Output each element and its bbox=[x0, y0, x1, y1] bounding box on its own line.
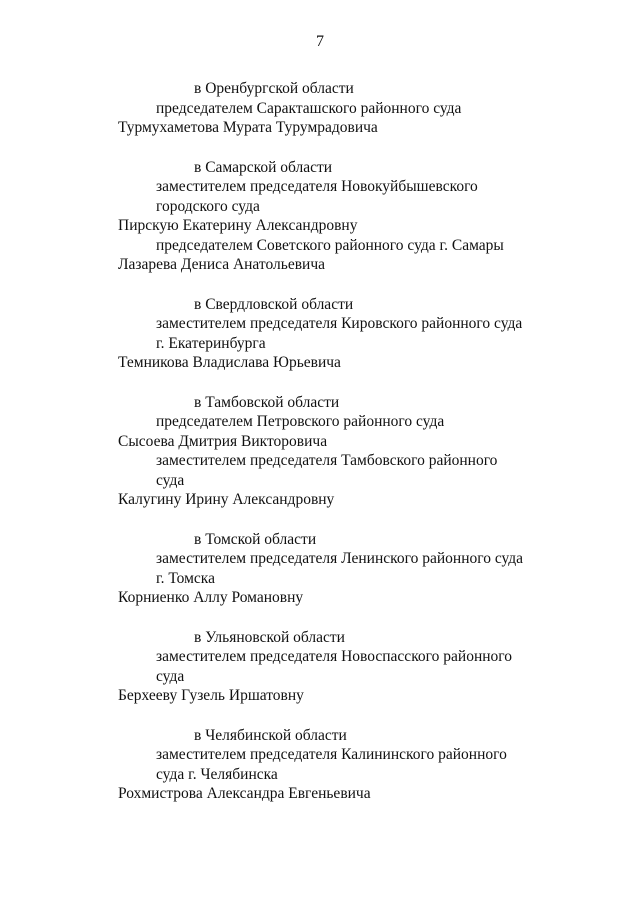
position-line: заместителем председателя Новокуйбышевского bbox=[156, 178, 478, 195]
position-line: заместителем председателя Новоспасского районного bbox=[156, 648, 513, 665]
region-section-ulyanovsk bbox=[118, 628, 558, 706]
person-name: Турмухаметова Мурата Турумрадовича bbox=[118, 119, 378, 136]
position-line: заместителем председателя Калининского районного bbox=[156, 746, 507, 763]
region-section-tambov bbox=[118, 393, 558, 510]
region-section-samara bbox=[118, 158, 558, 275]
region-section-orenburg bbox=[118, 79, 558, 138]
position-line: суда bbox=[156, 471, 185, 489]
position-line: председателем Петровского районного суда bbox=[156, 413, 445, 430]
position-line: г. Томска bbox=[156, 569, 215, 587]
region-heading: в Ульяновской области bbox=[194, 628, 345, 646]
region-heading: в Челябинской области bbox=[194, 726, 347, 744]
region-heading: в Томской области bbox=[194, 530, 317, 548]
position-line: председателем Советского районного суда г. Самары bbox=[156, 236, 504, 254]
region-section-sverdlovsk bbox=[118, 295, 558, 373]
position-line: заместителем председателя Кировского районного суда bbox=[156, 315, 523, 332]
position-line: заместителем председателя Тамбовского районного bbox=[156, 452, 498, 469]
person-name: Сысоева Дмитрия Викторовича bbox=[118, 432, 328, 450]
appointments-list bbox=[118, 79, 558, 824]
region-heading: в Оренбургской области bbox=[194, 80, 354, 97]
person-name: Калугину Ирину Александровну bbox=[118, 491, 335, 508]
person-name: Лазарева Дениса Анатольевича bbox=[118, 256, 326, 273]
region-heading: в Свердловской области bbox=[194, 295, 354, 313]
position-line: заместителем председателя Ленинского районного суда bbox=[156, 550, 524, 567]
region-heading: в Самарской области bbox=[194, 158, 333, 176]
position-line: суда г. Челябинска bbox=[156, 765, 278, 783]
person-name: Темникова Владислава Юрьевича bbox=[118, 354, 341, 371]
region-section-tomsk bbox=[118, 530, 558, 608]
position-line: суда bbox=[156, 667, 185, 685]
person-name: Пирскую Екатерину Александровну bbox=[118, 217, 358, 234]
person-name: Рохмистрова Александра Евгеньевича bbox=[118, 785, 371, 802]
person-name: Корниенко Аллу Романовну bbox=[118, 589, 304, 606]
person-name: Берхееву Гузель Иршатовну bbox=[118, 687, 304, 704]
page-number: 7 bbox=[316, 33, 324, 50]
position-line: председателем Саракташского районного суда bbox=[156, 99, 462, 117]
position-line: городского суда bbox=[156, 197, 260, 215]
position-line: г. Екатеринбурга bbox=[156, 334, 266, 352]
region-heading: в Тамбовской области bbox=[194, 393, 340, 411]
region-section-chelyabinsk bbox=[118, 726, 558, 804]
